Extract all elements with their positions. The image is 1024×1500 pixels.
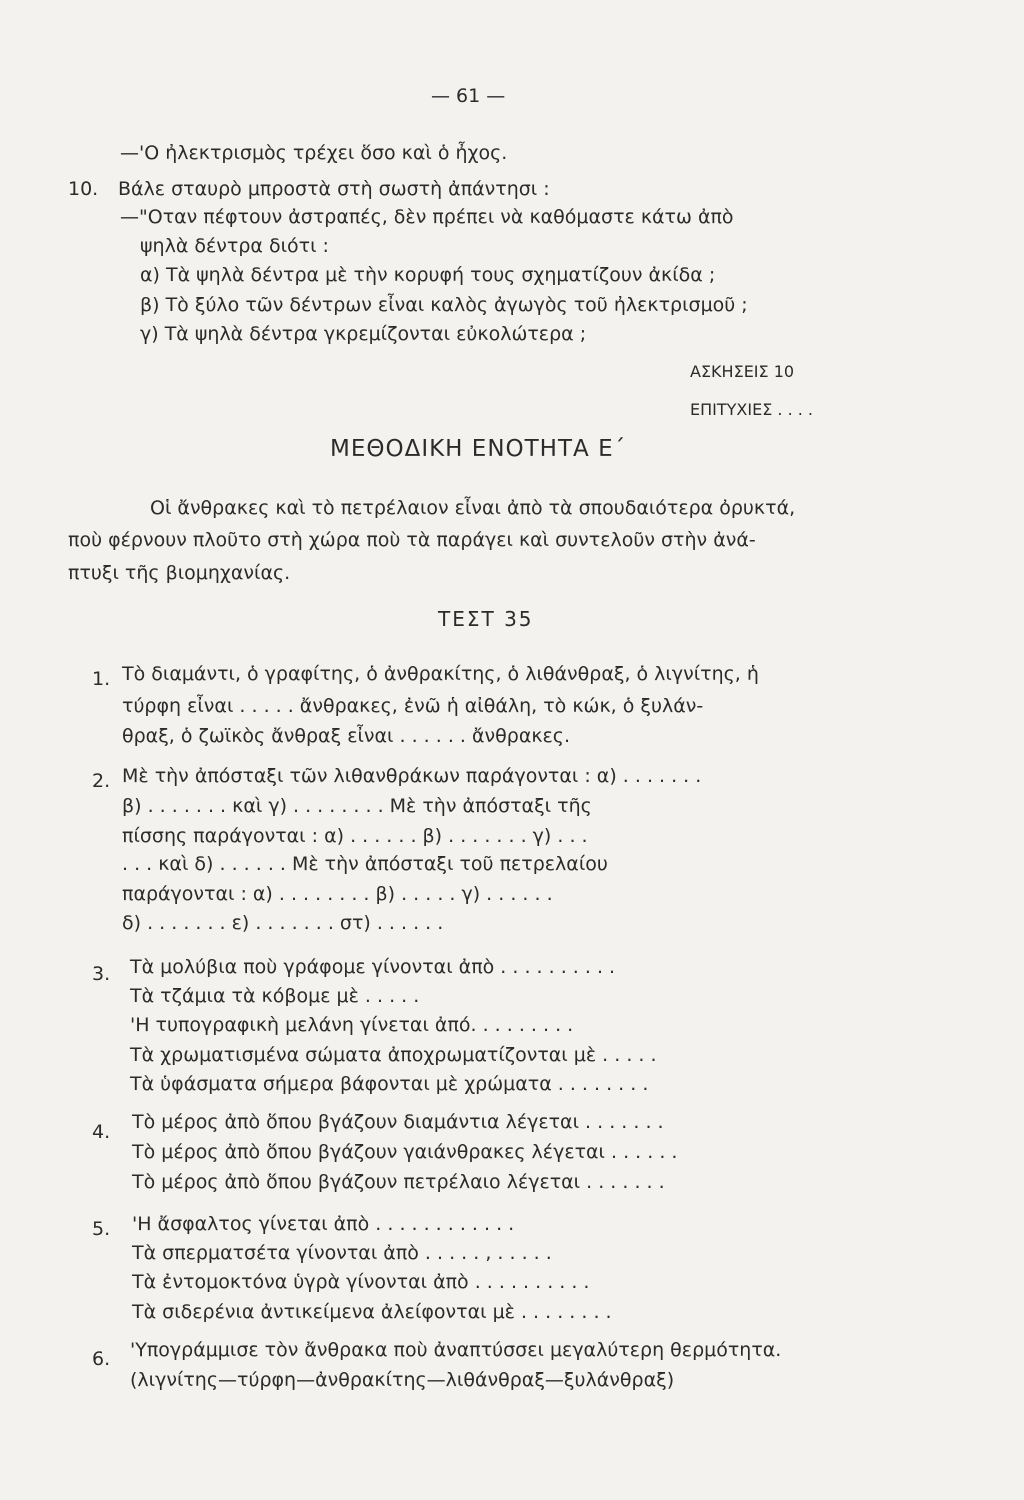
item-1-line-3[interactable]: θραξ, ὁ ζωϊκὸς ἄνθραξ εἶναι . . . . . . ἄνθρακες. <box>122 725 571 747</box>
item-5-line-2[interactable]: Τὰ σπερματσέτα γίνονται ἀπὸ . . . . . , . . . . . <box>132 1242 552 1264</box>
item-3-number: 3. <box>92 963 111 985</box>
item-2-line-5[interactable]: παράγονται : α) . . . . . . . . β) . . . . . γ) . . . . . . <box>122 883 553 905</box>
item-3-line-1[interactable]: Τὰ μολύβια ποὺ γράφομε γίνονται ἀπὸ . . . . . . . . . . <box>130 956 616 978</box>
item-4-line-3[interactable]: Τὸ μέρος ἀπὸ ὅπου βγάζουν πετρέλαιο λέγεται . . . . . . . <box>132 1171 665 1193</box>
item-1-line-1: Τὸ διαμάντι, ὁ γραφίτης, ὁ ἀνθρακίτης, ὁ λιθάνθραξ, ὁ λιγνίτης, ἡ <box>122 663 759 685</box>
successes-count: ΕΠΙΤΥΧΙΕΣ . . . . <box>690 400 813 419</box>
option-a[interactable]: α) Τὰ ψηλὰ δέντρα μὲ τὴν κορυφή τους σχηματίζουν ἀκίδα ; <box>140 264 716 286</box>
item-1-line-2[interactable]: τύρφη εἶναι . . . . . ἄνθρακες, ἐνῶ ἡ αἰθάλη, τὸ κώκ, ὁ ξυλάν- <box>122 695 704 717</box>
item-2-line-3[interactable]: πίσσης παράγονται : α) . . . . . . β) . . . . . . . γ) . . . <box>122 825 588 847</box>
item-3-line-3[interactable]: 'Η τυπογραφικὴ μελάνη γίνεται ἀπό. . . . . . . . . <box>130 1014 574 1036</box>
section-title: ΜΕΘΟΔΙΚΗ ΕΝΟΤΗΤΑ Ε΄ <box>330 436 627 462</box>
question-10-text-cont: ψηλὰ δέντρα διότι : <box>140 235 329 257</box>
item-3-line-2[interactable]: Τὰ τζάμια τὰ κόβομε μὲ . . . . . <box>130 985 420 1007</box>
question-10-prompt: Βάλε σταυρὸ μπροστὰ στὴ σωστὴ ἀπάντησι : <box>118 178 550 200</box>
item-2-number: 2. <box>92 770 111 792</box>
item-2-line-1[interactable]: Μὲ τὴν ἀπόσταξι τῶν λιθανθράκων παράγονται : α) . . . . . . . <box>122 765 702 787</box>
exercises-count: ΑΣΚΗΣΕΙΣ 10 <box>690 362 795 381</box>
item-2-line-2[interactable]: β) . . . . . . . καὶ γ) . . . . . . . . Μὲ τὴν ἀπόσταξι τῆς <box>122 795 592 817</box>
item-2-line-6[interactable]: δ) . . . . . . . ε) . . . . . . . στ) . . . . . . <box>122 912 444 934</box>
item-5-line-4[interactable]: Τὰ σιδερένια ἀντικείμενα ἀλείφονται μὲ . . . . . . . . <box>132 1301 612 1323</box>
item-6-number: 6. <box>92 1348 111 1370</box>
question-10-number: 10. <box>68 178 99 200</box>
item-3-line-5[interactable]: Τὰ ὑφάσματα σήμερα βάφονται μὲ χρώματα . . . . . . . . <box>130 1073 649 1095</box>
item-4-number: 4. <box>92 1121 111 1143</box>
item-6-choices[interactable]: (λιγνίτης—τύρφη—ἀνθρακίτης—λιθάνθραξ—ξυλάνθραξ) <box>130 1369 675 1391</box>
question-10-text: —"Οταν πέφτουν ἀστραπές, δὲν πρέπει νὰ καθόμαστε κάτω ἀπὸ <box>120 206 734 228</box>
item-6-line-1: 'Υπογράμμισε τὸν ἄνθρακα ποὺ ἀναπτύσσει μεγαλύτερη θερμότητα. <box>130 1339 782 1361</box>
item-2-line-4[interactable]: . . . καὶ δ) . . . . . . Μὲ τὴν ἀπόσταξι τοῦ πετρελαίου <box>122 853 608 875</box>
option-c[interactable]: γ) Τὰ ψηλὰ δέντρα γκρεμίζονται εὐκολώτερα ; <box>140 323 587 345</box>
page-number: — 61 — <box>431 85 506 107</box>
item-5-number: 5. <box>92 1218 111 1240</box>
item-4-line-2[interactable]: Τὸ μέρος ἀπὸ ὅπου βγάζουν γαιάνθρακες λέγεται . . . . . . <box>132 1141 678 1163</box>
test-title: ΤΕΣΤ 35 <box>438 607 534 631</box>
intro-paragraph-line-3: πτυξι τῆς βιομηχανίας. <box>68 562 291 584</box>
item-4-line-1[interactable]: Τὸ μέρος ἀπὸ ὅπου βγάζουν διαμάντια λέγεται . . . . . . . <box>132 1111 664 1133</box>
intro-statement: —'Ο ἠλεκτρισμὸς τρέχει ὅσο καὶ ὁ ἦχος. <box>120 142 508 164</box>
intro-paragraph-line-2: ποὺ φέρνουν πλοῦτο στὴ χώρα ποὺ τὰ παράγει καὶ συντελοῦν στὴν ἀνά- <box>68 529 756 551</box>
intro-paragraph-line-1: Οἱ ἄνθρακες καὶ τὸ πετρέλαιον εἶναι ἀπὸ τὰ σπουδαιότερα ὀρυκτά, <box>150 497 796 519</box>
item-3-line-4[interactable]: Τὰ χρωματισμένα σώματα ἀποχρωματίζονται μὲ . . . . . <box>130 1044 657 1066</box>
option-b[interactable]: β) Τὸ ξύλο τῶν δέντρων εἶναι καλὸς ἀγωγὸς τοῦ ἠλεκτρισμοῦ ; <box>140 294 748 316</box>
item-5-line-1[interactable]: 'Η ἄσφαλτος γίνεται ἀπὸ . . . . . . . . . . . . <box>132 1213 515 1235</box>
item-1-number: 1. <box>92 668 111 690</box>
item-5-line-3[interactable]: Τὰ ἐντομοκτόνα ὑγρὰ γίνονται ἀπὸ . . . . . . . . . . <box>132 1271 590 1293</box>
